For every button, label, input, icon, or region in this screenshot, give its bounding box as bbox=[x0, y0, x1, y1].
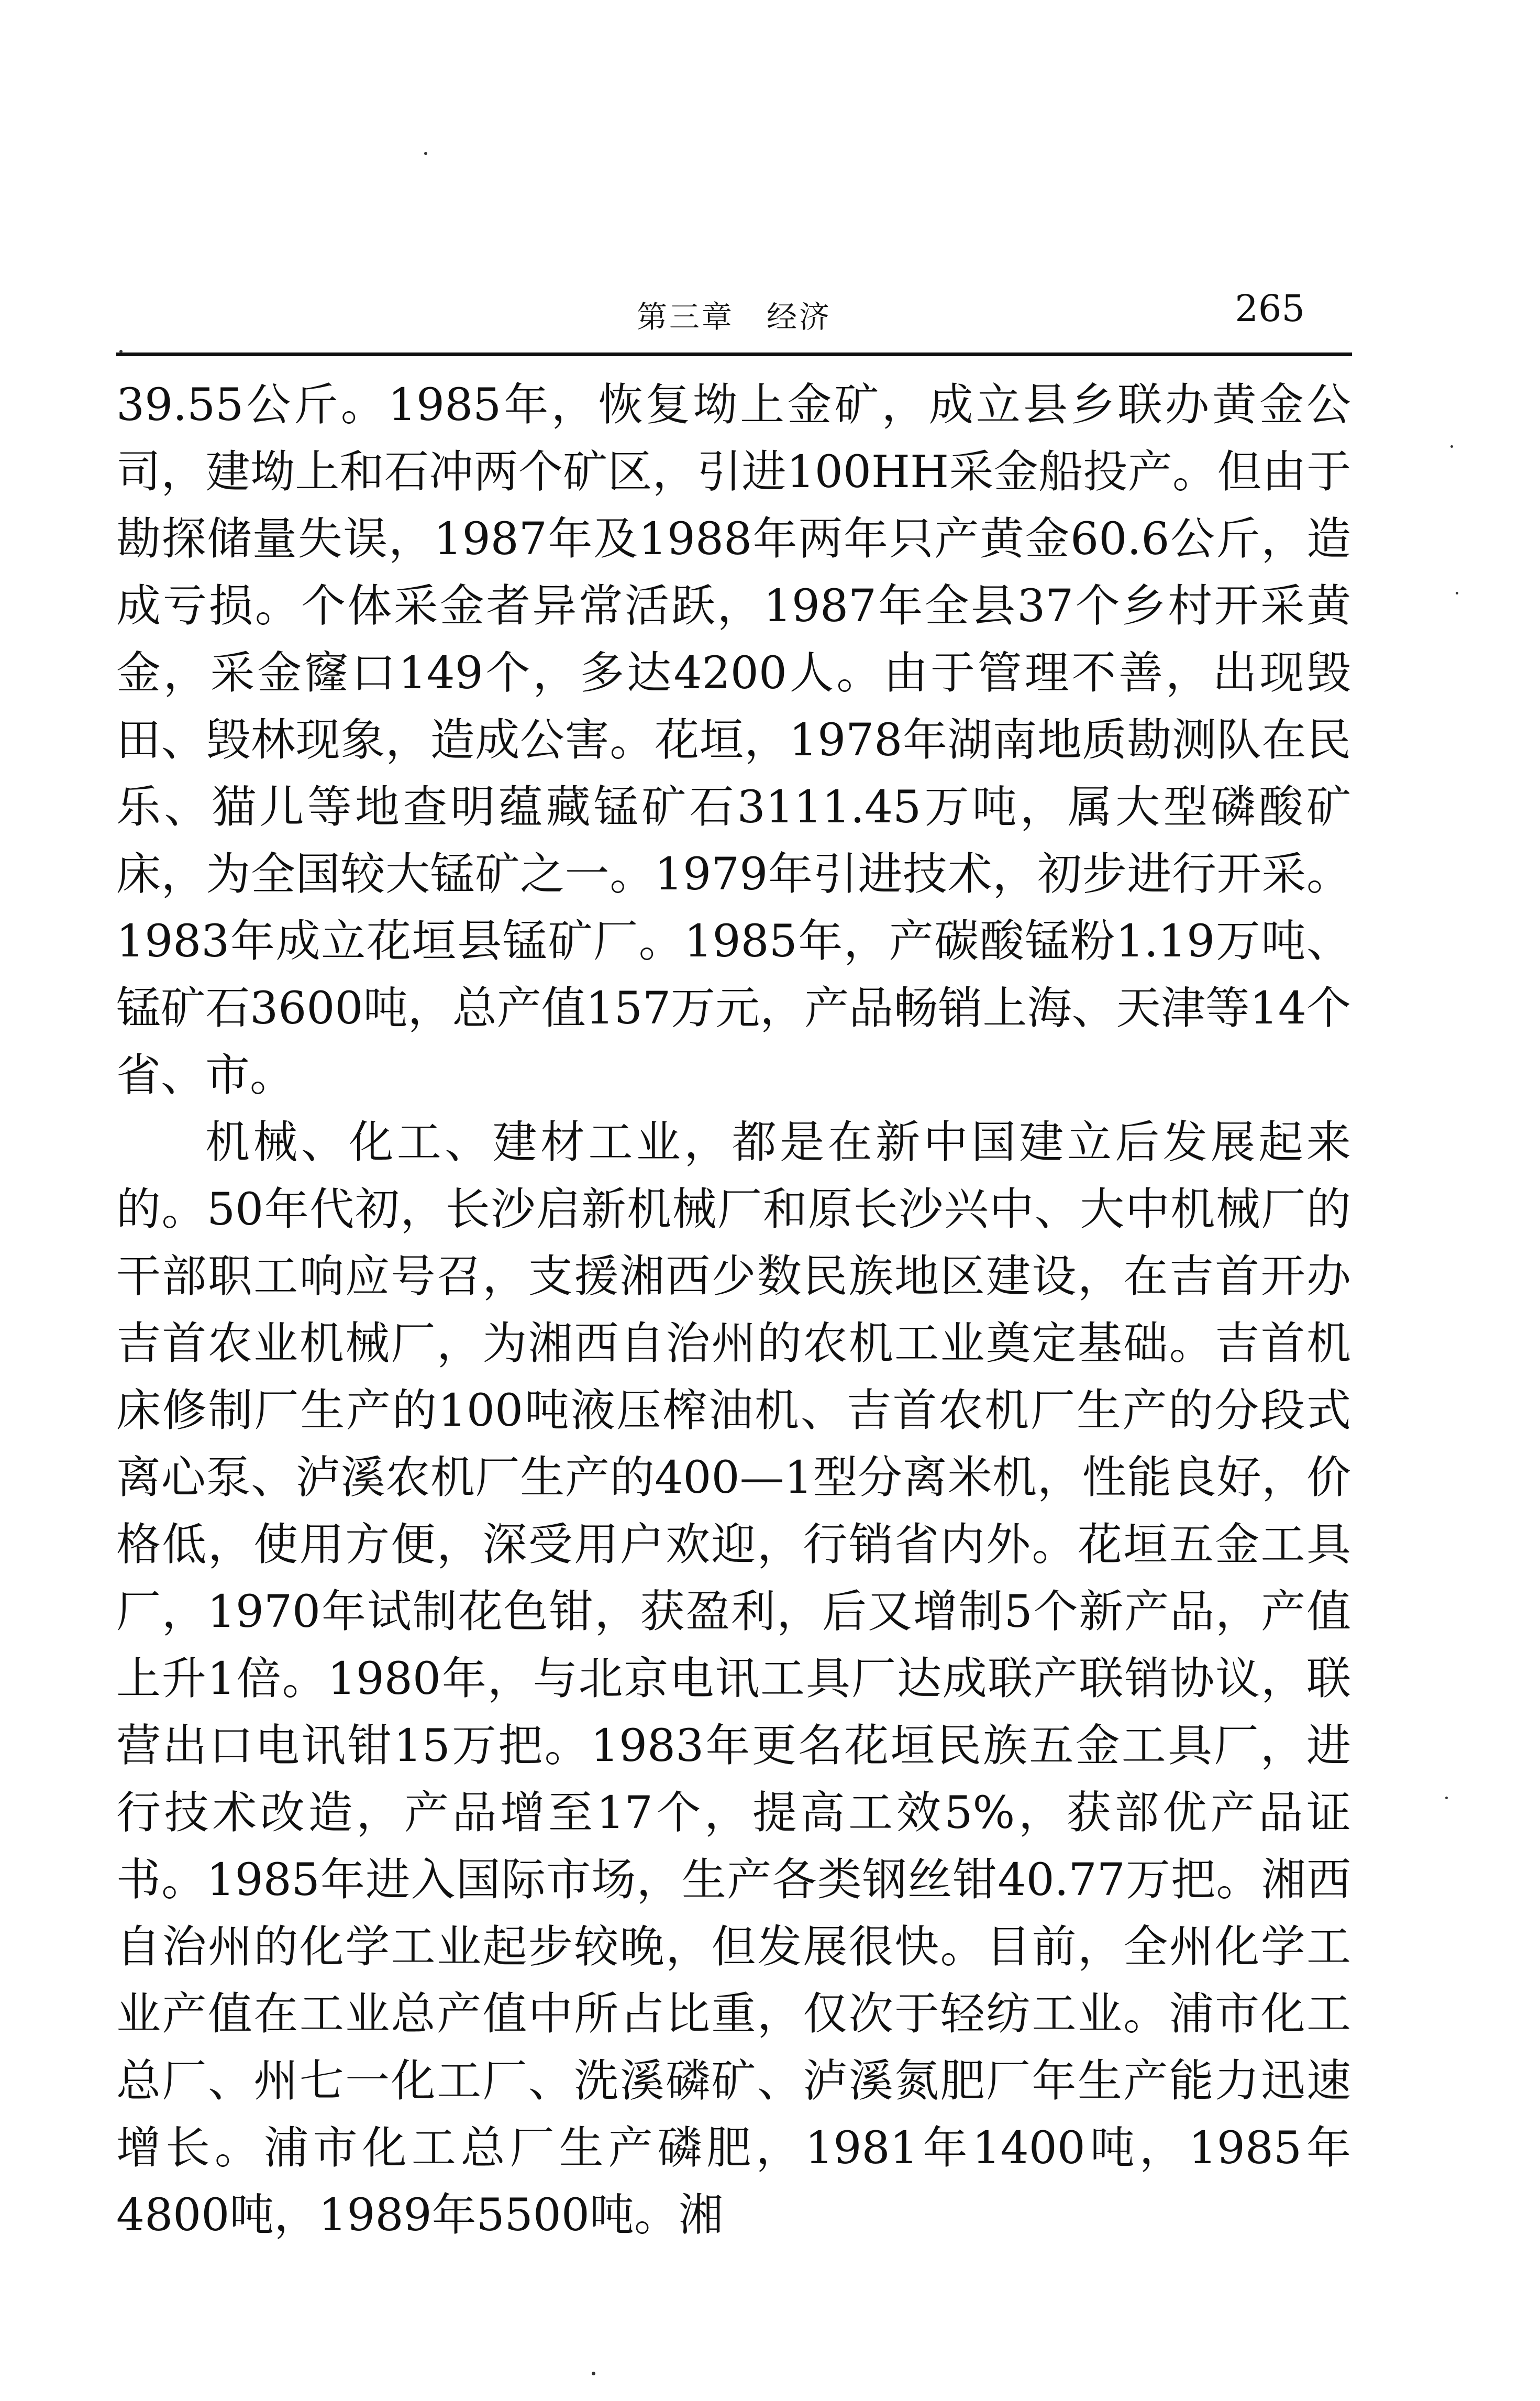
page-number: 265 bbox=[1235, 287, 1305, 330]
paragraph-continued: 39.55公斤。1985年，恢复坳上金矿，成立县乡联办黄金公司，建坳上和石冲两个矿区，引进100HH采金船投产。但由于勘探储量失误，1987年及1988年两年只产黄金60.6公斤，造成亏损。个体采金者异常活跃，1987年全县37个乡村开采黄金，采金窿口149个，多达4200人。由于管理不善，出现毁田、毁林现象，造成公害。花垣，1978年湖南地质勘测队在民乐、猫儿等地查明蕴藏锰矿石3111.45万吨，属大型磷酸矿床，为全国较大锰矿之一。1979年引进技术，初步进行开采。1983年成立花垣县锰矿厂。1985年，产碳酸锰粉1.19万吨、锰矿石3600吨，总产值157万元，产品畅销上海、天津等14个省、市。 bbox=[116, 379, 1351, 1102]
scan-speck bbox=[119, 350, 123, 353]
scan-speck bbox=[424, 152, 427, 155]
scan-speck bbox=[1456, 592, 1458, 594]
page-header bbox=[116, 278, 1352, 356]
chapter-title: 第三章 经济 bbox=[636, 299, 832, 335]
header-rule bbox=[116, 353, 1352, 356]
body-text bbox=[116, 372, 1351, 2249]
scan-speck bbox=[1450, 445, 1453, 448]
scan-speck bbox=[592, 2372, 595, 2375]
paragraph-machinery-chemical: 机械、化工、建材工业，都是在新中国建立后发展起来的。50年代初，长沙启新机械厂和原长沙兴中、大中机械厂的干部职工响应号召，支援湘西少数民族地区建设，在吉首开办吉首农业机械厂，为湘西自治州的农机工业奠定基础。吉首机床修制厂生产的100吨液压榨油机、吉首农机厂生产的分段式离心泵、泸溪农机厂生产的400—1型分离米机，性能良好，价格低，使用方便，深受用户欢迎，行销省内外。花垣五金工具厂，1970年试制花色钳，获盈利，后又增制5个新产品，产值上升1倍。1980年，与北京电讯工具厂达成联产联销协议，联营出口电讯钳15万把。1983年更名花垣民族五金工具厂，进行技术改造，产品增至17个，提高工效5%，获部优产品证书。1985年进入国际市场，生产各类钢丝钳40.77万把。湘西自治州的化学工业起步较晚，但发展很快。目前，全州化学工业产值在工业总产值中所占比重，仅次于轻纺工业。浦市化工总厂、州七一化工厂、洗溪磷矿、泸溪氮肥厂年生产能力迅速增长。浦市化工总厂生产磷肥，1981年1400吨，1985年4800吨，1989年5500吨。湘 bbox=[116, 1117, 1351, 2241]
scan-speck bbox=[1445, 1797, 1448, 1799]
